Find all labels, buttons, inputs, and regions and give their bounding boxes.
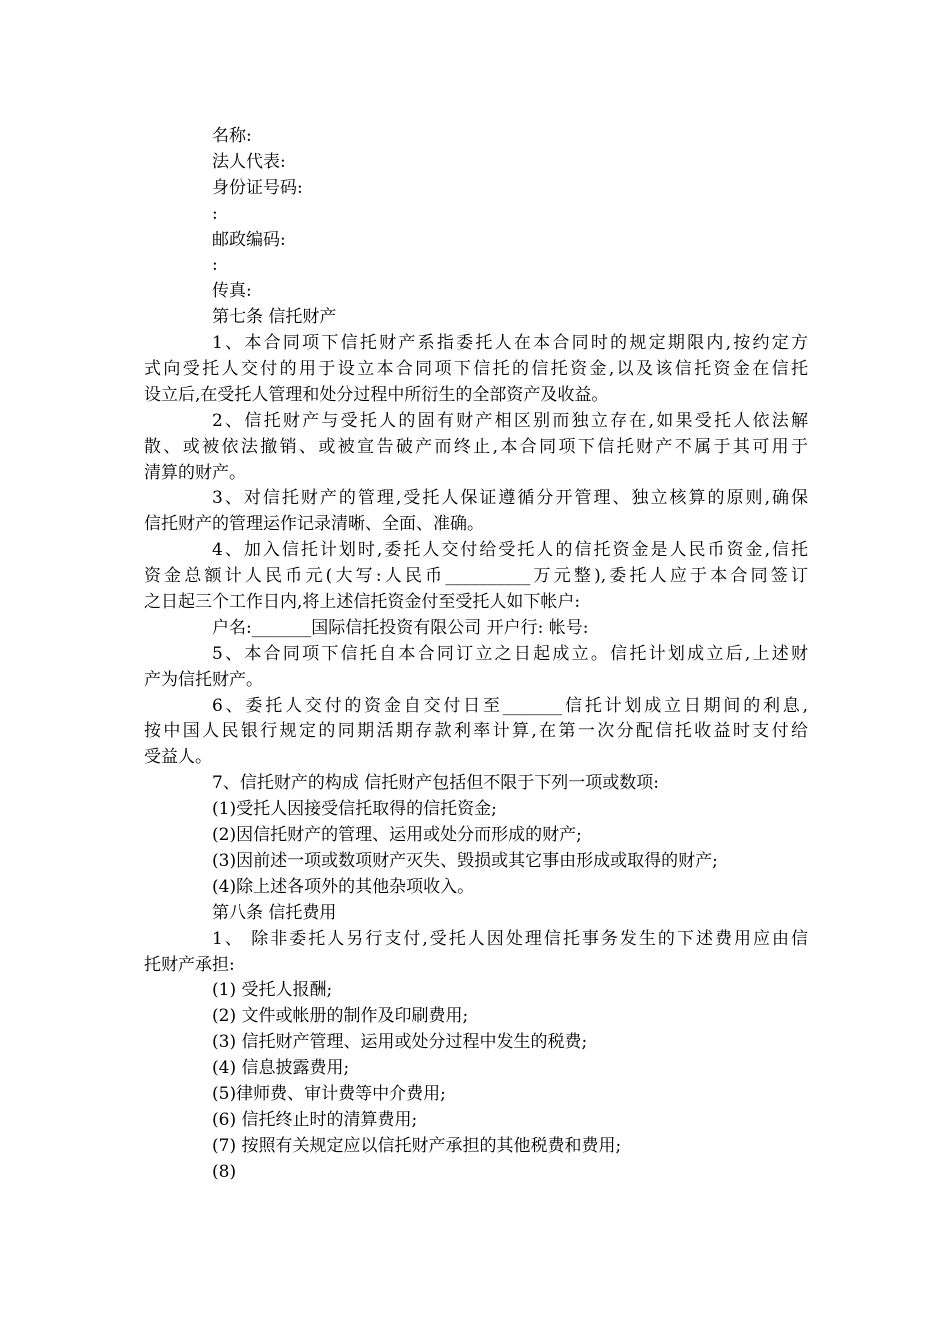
paragraph-line: 受益人。	[144, 747, 212, 768]
paragraph-line: 5、本合同项下信托自本合同订立之日起成立。信托计划成立后,上述财	[212, 643, 808, 664]
list-item: (7) 按照有关规定应以信托财产承担的其他税费和费用;	[212, 1135, 622, 1156]
list-item: (6) 信托终止时的清算费用;	[212, 1109, 418, 1130]
paragraph-line: 3、对信托财产的管理,受托人保证遵循分开管理、独立核算的原则,确保	[212, 488, 808, 509]
list-item: (4) 信息披露费用;	[212, 1058, 350, 1079]
field-name-label: 名称:	[212, 126, 252, 146]
paragraph-line: 2、信托财产与受托人的固有财产相区别而独立存在,如果受托人依法解	[212, 410, 808, 431]
field-colon-line: :	[212, 203, 218, 224]
list-item: (4)除上述各项外的其他杂项收入。	[212, 876, 475, 897]
paragraph-line: 清算的财产。	[144, 462, 246, 483]
list-item: (2) 文件或帐册的制作及印刷费用;	[212, 1006, 469, 1027]
list-item: (2)因信托财产的管理、运用或处分而形成的财产;	[212, 825, 582, 846]
paragraph-line: 信托财产的管理运作记录清晰、全面、准确。	[144, 514, 484, 535]
paragraph-line: 设立后,在受托人管理和处分过程中所衍生的全部资产及收益。	[144, 384, 609, 405]
field-legal-rep-label: 法人代表:	[212, 151, 286, 172]
paragraph-line: 式向受托人交付的用于设立本合同项下信托的信托资金,以及该信托资金在信托	[144, 359, 808, 380]
list-item: (1)受托人因接受信托取得的信托资金;	[212, 799, 497, 820]
document-body	[144, 124, 808, 1186]
list-item: (3)因前述一项或数项财产灭失、毁损或其它事由形成或取得的财产;	[212, 850, 718, 871]
field-postcode-label: 邮政编码:	[212, 229, 286, 250]
article-8-heading: 第八条 信托费用	[212, 902, 337, 923]
list-item: (1) 受托人报酬;	[212, 980, 333, 1001]
list-item: (3) 信托财产管理、运用或处分过程中发生的税费;	[212, 1032, 588, 1053]
field-fax-label: 传真:	[212, 281, 252, 302]
list-item: (5)律师费、审计费等中介费用;	[212, 1083, 446, 1104]
paragraph-line: 资金总额计人民币元(大写:人民币__________万元整),委托人应于本合同签订	[144, 566, 808, 587]
paragraph-line: 1、本合同项下信托财产系指委托人在本合同时的规定期限内,按约定方	[212, 333, 808, 354]
paragraph-line: 之日起三个工作日内,将上述信托资金付至受托人如下帐户:	[144, 592, 581, 613]
paragraph-line: 4、加入信托计划时,委托人交付给受托人的信托资金是人民币资金,信托	[212, 540, 808, 561]
paragraph-line: 1、 除非委托人另行支付,受托人因处理信托事务发生的下述费用应由信	[212, 928, 808, 949]
account-info-line: 户名:_______国际信托投资有限公司 开户行: 帐号:	[212, 617, 589, 638]
paragraph-line: 按中国人民银行规定的同期活期存款利率计算,在第一次分配信托收益时支付给	[144, 721, 808, 742]
list-item: (8)	[212, 1161, 237, 1182]
field-id-number-label: 身份证号码:	[212, 177, 303, 198]
paragraph-line: 7、信托财产的构成 信托财产包括但不限于下列一项或数项:	[212, 773, 659, 794]
paragraph-line: 散、或被依法撤销、或被宣告破产而终止,本合同项下信托财产不属于其可用于	[144, 436, 808, 457]
field-colon-line: :	[212, 255, 218, 276]
paragraph-line: 托财产承担:	[144, 954, 235, 975]
article-7-heading: 第七条 信托财产	[212, 307, 337, 328]
paragraph-line: 6、委托人交付的资金自交付日至_______信托计划成立日期间的利息,	[212, 695, 808, 716]
paragraph-line: 产为信托财产。	[144, 669, 263, 690]
